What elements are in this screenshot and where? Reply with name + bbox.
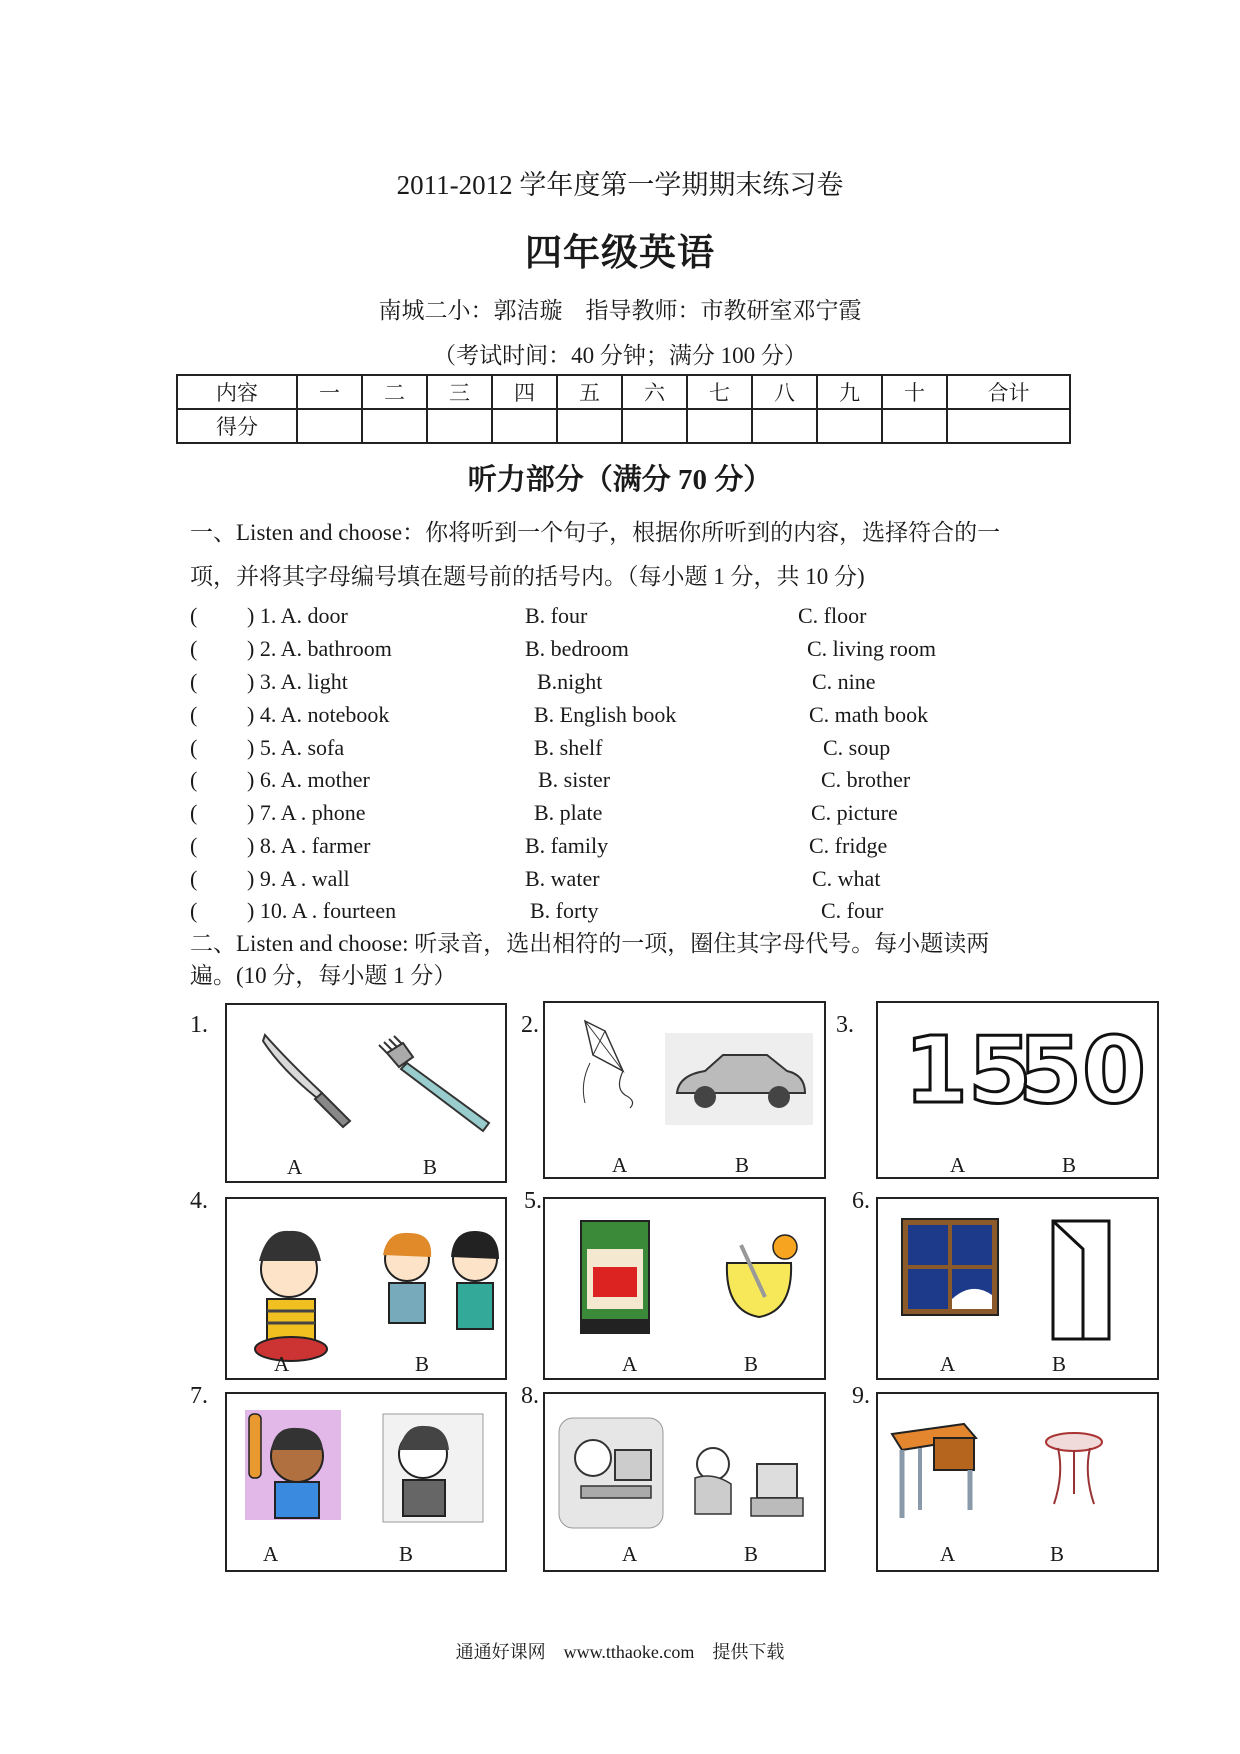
score-header-cell: 七 (687, 375, 752, 409)
answer-paren[interactable]: ( (190, 833, 198, 858)
answer-paren[interactable]: ( (190, 603, 198, 628)
score-input-cell[interactable] (752, 409, 817, 443)
question-row (0, 767, 1240, 797)
fork-icon (227, 1005, 509, 1185)
option-c: C. fridge (809, 833, 888, 858)
score-input-cell[interactable] (622, 409, 687, 443)
option-b: B. four (525, 603, 588, 628)
score-header-cell: 五 (557, 375, 622, 409)
question-row (0, 669, 1240, 699)
label-b[interactable]: B (744, 1542, 759, 1566)
girls-icon (227, 1199, 509, 1382)
section1-instruction-line1: 一、Listen and choose：你将听到一个句子，根据你所听到的内容，选择符合的一 (190, 520, 1001, 545)
score-input-cell[interactable] (557, 409, 622, 443)
label-a[interactable]: A (622, 1542, 638, 1566)
answer-paren[interactable]: ( (190, 866, 198, 891)
label-a[interactable]: A (622, 1352, 638, 1376)
score-header-cell: 十 (882, 375, 947, 409)
question-row (0, 702, 1240, 732)
score-table-score-row (177, 409, 1070, 443)
section2-instruction-line1: 二、Listen and choose: 听录音，选出相符的一项，圈住其字母代号。每小题读两 (190, 931, 990, 956)
option-c: C. floor (798, 603, 867, 628)
picture-number: 6. (852, 1188, 870, 1214)
score-table-header-row (177, 375, 1070, 409)
option-b: B. forty (530, 898, 599, 923)
option-a: ) 7. A . phone (247, 800, 366, 825)
label-b[interactable]: B (1050, 1542, 1065, 1566)
label-b[interactable]: B (423, 1155, 438, 1179)
label-a[interactable]: A (612, 1153, 628, 1177)
label-a[interactable]: A (940, 1542, 956, 1566)
question-row (0, 735, 1240, 765)
answer-paren[interactable]: ( (190, 669, 198, 694)
juice-glass-icon (545, 1199, 828, 1382)
option-c: C. four (821, 898, 884, 923)
score-header-cell: 九 (817, 375, 882, 409)
option-c: C. what (812, 866, 881, 891)
option-a: ) 5. A. sofa (247, 735, 345, 760)
round-table-icon (878, 1394, 1161, 1574)
question-row (0, 866, 1240, 896)
question-row (0, 800, 1240, 830)
score-input-cell[interactable] (947, 409, 1070, 443)
picture-box-knife-fork (225, 1003, 507, 1183)
question-row (0, 603, 1240, 633)
option-c: C. picture (811, 800, 898, 825)
authors-line: 南城二小：郭洁璇 指导教师：市教研室邓宁霞 (378, 298, 862, 323)
option-b: B. bedroom (525, 636, 629, 661)
number-15: 15 (904, 1017, 1033, 1124)
exam-title: 2011-2012 学年度第一学期期末练习卷 (396, 170, 844, 200)
tv-icon (545, 1394, 828, 1574)
answer-paren[interactable]: ( (190, 800, 198, 825)
score-row-label: 得分 (177, 409, 297, 443)
score-input-cell[interactable] (297, 409, 362, 443)
question-row (0, 636, 1240, 666)
car-icon (545, 1003, 828, 1181)
picture-box-drinks (543, 1197, 826, 1380)
score-header-cell: 三 (427, 375, 492, 409)
picture-box-furniture (876, 1392, 1159, 1572)
picture-box-window-door (876, 1197, 1159, 1380)
footer-text: 通通好课网 www.tthaoke.com 提供下载 (455, 1642, 785, 1662)
option-b: B. plate (534, 800, 603, 825)
score-input-cell[interactable] (687, 409, 752, 443)
picture-number: 9. (852, 1383, 870, 1409)
option-a: ) 9. A . wall (247, 866, 350, 891)
label-b[interactable]: B (744, 1352, 759, 1376)
score-input-cell[interactable] (427, 409, 492, 443)
option-a: ) 6. A. mother (247, 767, 370, 792)
option-a: ) 8. A . farmer (247, 833, 371, 858)
label-a[interactable]: A (940, 1352, 956, 1376)
label-a[interactable]: A (274, 1352, 290, 1376)
score-header-cell: 六 (622, 375, 687, 409)
label-b[interactable]: B (1062, 1153, 1077, 1177)
score-input-cell[interactable] (362, 409, 427, 443)
option-c: C. nine (812, 669, 876, 694)
label-b[interactable]: B (399, 1542, 414, 1566)
section1-instruction-line2: 项，并将其字母编号填在题号前的括号内。（每小题 1 分，共 10 分) (190, 564, 865, 589)
label-a[interactable]: A (263, 1542, 279, 1566)
subject-title: 四年级英语 (525, 233, 715, 274)
picture-box-kite-car (543, 1001, 826, 1179)
picture-number: 2. (521, 1012, 539, 1038)
label-a[interactable]: A (287, 1155, 303, 1179)
option-a: ) 2. A. bathroom (247, 636, 392, 661)
score-input-cell[interactable] (817, 409, 882, 443)
score-header-cell: 四 (492, 375, 557, 409)
option-a: ) 1. A. door (247, 603, 348, 628)
option-c: C. living room (807, 636, 936, 661)
answer-paren[interactable]: ( (190, 735, 198, 760)
option-c: C. brother (821, 767, 911, 792)
label-b[interactable]: B (1052, 1352, 1067, 1376)
option-b: B. shelf (534, 735, 603, 760)
score-header-cell: 二 (362, 375, 427, 409)
option-b: B. English book (534, 702, 677, 727)
picture-number: 5. (524, 1188, 542, 1214)
picture-number: 1. (190, 1012, 208, 1038)
picture-box-boys (225, 1392, 507, 1572)
option-c: C. math book (809, 702, 929, 727)
section2-instruction-line2: 遍。(10 分，每小题 1 分） (190, 963, 457, 988)
option-a: ) 10. A . fourteen (247, 898, 397, 923)
picture-number: 4. (190, 1188, 208, 1214)
option-b: B.night (537, 669, 603, 694)
score-input-cell[interactable] (882, 409, 947, 443)
option-c: C. soup (823, 735, 891, 760)
picture-box-children (225, 1197, 507, 1380)
score-header-cell: 八 (752, 375, 817, 409)
question-row (0, 898, 1240, 928)
question-row (0, 833, 1240, 863)
picture-number: 3. (836, 1012, 854, 1038)
score-header-cell: 内容 (177, 375, 297, 409)
score-header-cell: 一 (297, 375, 362, 409)
option-b: B. water (525, 866, 600, 891)
picture-box-numbers (876, 1001, 1159, 1179)
option-a: ) 3. A. light (247, 669, 348, 694)
door-icon (878, 1199, 1161, 1382)
score-table (176, 374, 1071, 444)
option-b: B. family (525, 833, 609, 858)
listening-section-title: 听力部分（满分 70 分） (467, 464, 773, 496)
answer-paren[interactable]: ( (190, 767, 198, 792)
answer-paren[interactable]: ( (190, 898, 198, 923)
label-b[interactable]: B (735, 1153, 750, 1177)
option-b: B. sister (538, 767, 611, 792)
answer-paren[interactable]: ( (190, 702, 198, 727)
score-input-cell[interactable] (492, 409, 557, 443)
picture-box-computer-tv (543, 1392, 826, 1572)
score-header-cell: 合计 (947, 375, 1070, 409)
answer-paren[interactable]: ( (190, 636, 198, 661)
label-a[interactable]: A (950, 1153, 966, 1177)
option-a: ) 4. A. notebook (247, 702, 390, 727)
picture-number: 8. (521, 1383, 539, 1409)
label-b[interactable]: B (415, 1352, 430, 1376)
picture-number: 7. (190, 1383, 208, 1409)
number-50: 50 (1018, 1017, 1147, 1124)
exam-time: （考试时间：40 分钟；满分 100 分） (433, 343, 807, 368)
